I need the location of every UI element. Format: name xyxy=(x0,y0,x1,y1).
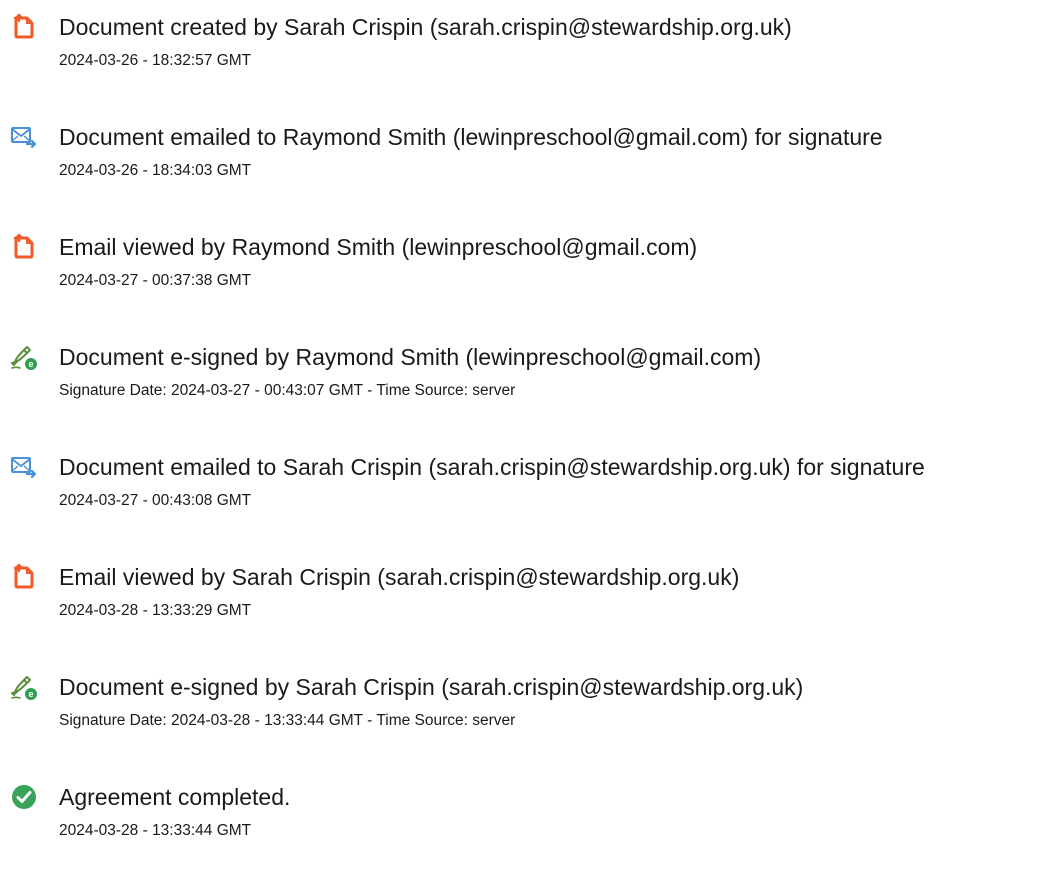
history-event xyxy=(10,110,1060,200)
history-event xyxy=(10,440,1060,530)
history-event xyxy=(10,660,1060,750)
event-title: Document e-signed by Sarah Crispin (sarah.crispin@stewardship.org.uk) xyxy=(59,674,804,700)
event-title: Email viewed by Sarah Crispin (sarah.crispin@stewardship.org.uk) xyxy=(59,564,740,590)
history-event xyxy=(10,0,1060,90)
e-sign-pen-icon xyxy=(10,343,38,371)
history-event xyxy=(10,330,1060,420)
e-sign-pen-icon xyxy=(10,673,38,701)
event-timestamp: 2024-03-26 - 18:34:03 GMT xyxy=(59,162,252,179)
check-circle-icon xyxy=(10,783,38,811)
event-title: Document created by Sarah Crispin (sarah.crispin@stewardship.org.uk) xyxy=(59,14,792,40)
document-created-icon xyxy=(10,13,38,41)
event-timestamp: 2024-03-27 - 00:37:38 GMT xyxy=(59,272,252,289)
event-title: Email viewed by Raymond Smith (lewinpreschool@gmail.com) xyxy=(59,234,698,260)
event-timestamp: 2024-03-26 - 18:32:57 GMT xyxy=(59,52,252,69)
event-title: Document emailed to Raymond Smith (lewinpreschool@gmail.com) for signature xyxy=(59,124,883,150)
email-sent-icon xyxy=(10,453,38,481)
event-title: Document e-signed by Raymond Smith (lewinpreschool@gmail.com) xyxy=(59,344,762,370)
history-event xyxy=(10,770,1060,860)
event-title: Agreement completed. xyxy=(59,784,291,810)
history-event xyxy=(10,550,1060,640)
event-timestamp: 2024-03-27 - 00:43:08 GMT xyxy=(59,492,252,509)
svg-text:e: e xyxy=(28,689,34,700)
email-sent-icon xyxy=(10,123,38,151)
history-event xyxy=(10,220,1060,310)
signature-date: Signature Date: 2024-03-28 - 13:33:44 GMT - Time Source: server xyxy=(59,712,516,729)
svg-text:e: e xyxy=(28,359,34,370)
event-timestamp: 2024-03-28 - 13:33:29 GMT xyxy=(59,602,252,619)
document-viewed-icon xyxy=(10,233,38,261)
document-viewed-icon xyxy=(10,563,38,591)
event-title: Document emailed to Sarah Crispin (sarah.crispin@stewardship.org.uk) for signature xyxy=(59,454,925,480)
event-timestamp: 2024-03-28 - 13:33:44 GMT xyxy=(59,822,252,839)
signature-date: Signature Date: 2024-03-27 - 00:43:07 GMT - Time Source: server xyxy=(59,382,516,399)
